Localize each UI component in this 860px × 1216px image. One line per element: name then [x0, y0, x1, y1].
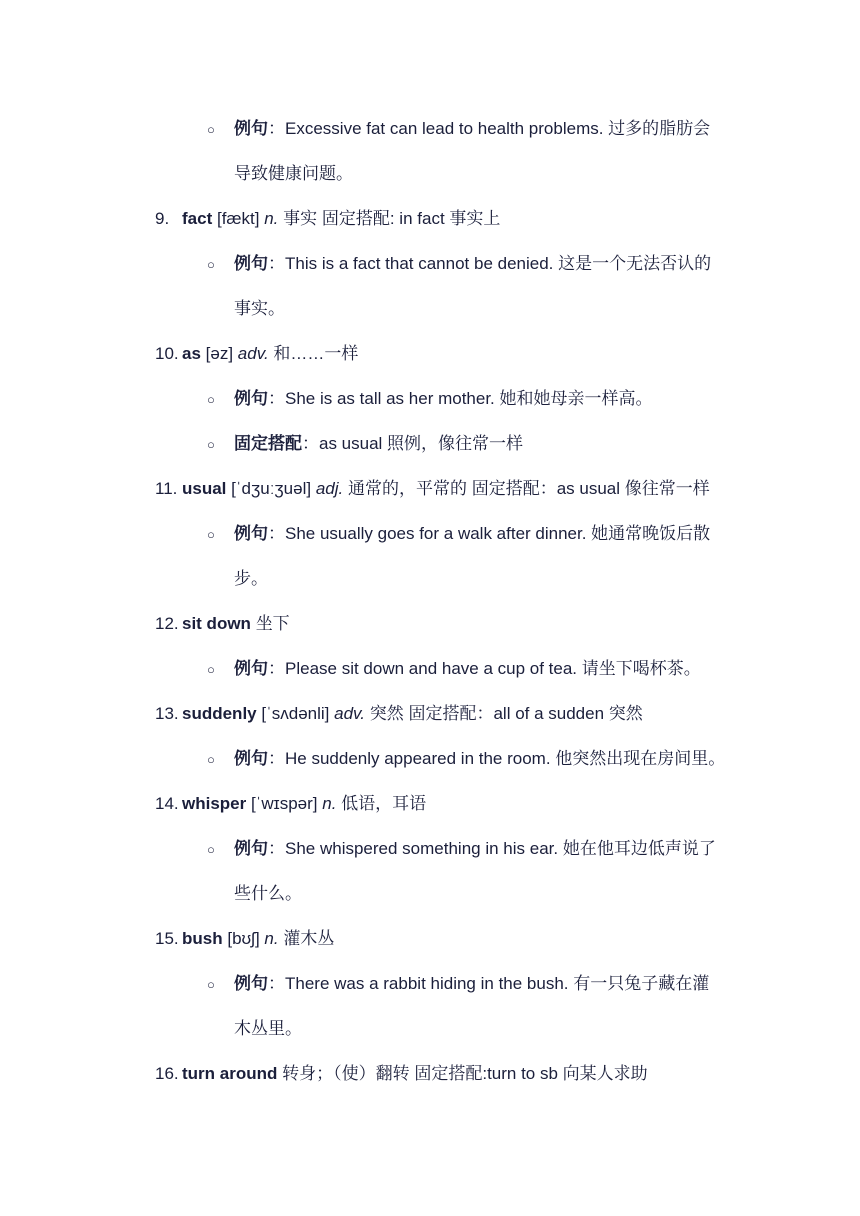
part-of-speech: n. [264, 209, 279, 228]
label-separator: ： [268, 659, 285, 678]
phonetic: [əz] [205, 344, 234, 363]
entry-number: 16. [155, 1064, 179, 1083]
continuation-line [234, 567, 268, 591]
example-line [234, 432, 523, 456]
example-label: 固定搭配 [234, 434, 302, 453]
example-label: 例句 [234, 749, 268, 768]
phonetic: [ˈsʌdənli] [261, 704, 330, 723]
example-text: There was a rabbit hiding in the bush. 有一只兔子藏在灌 [285, 974, 710, 993]
label-separator: ： [268, 254, 285, 273]
phonetic: [ˈwɪspər] [250, 794, 318, 813]
entry-word: sit down [182, 614, 251, 633]
bullet-icon: ○ [207, 527, 215, 542]
example-label: 例句 [234, 839, 268, 858]
entry-number: 9. [155, 209, 170, 228]
example-label: 例句 [234, 254, 268, 273]
definition: 和……一样 [273, 344, 359, 363]
entry-word: suddenly [182, 704, 257, 723]
continuation-line [234, 297, 285, 321]
label-separator: ： [302, 434, 319, 453]
example-text: Excessive fat can lead to health problems. 过多的脂肪会 [285, 119, 711, 138]
example-label: 例句 [234, 659, 268, 678]
definition: 通常的，平常的 固定搭配：as usual 像往常一样 [347, 479, 710, 498]
vocab-entry [155, 612, 290, 636]
continuation-text: 些什么。 [234, 884, 302, 903]
entry-number: 10. [155, 344, 179, 363]
continuation-line [234, 1017, 302, 1041]
continuation-text: 步。 [234, 569, 268, 588]
example-text: He suddenly appeared in the room. 他突然出现在房间里。 [285, 749, 726, 768]
example-text: This is a fact that cannot be denied. 这是一个无法否认的 [285, 254, 712, 273]
entry-word: as [182, 344, 201, 363]
definition: 事实 固定搭配: in fact 事实上 [283, 209, 501, 228]
definition: 坐下 [255, 614, 290, 633]
label-separator: ： [268, 974, 285, 993]
entry-word: turn around [182, 1064, 278, 1083]
label-separator: ： [268, 119, 285, 138]
example-line [234, 387, 653, 411]
part-of-speech: adv. [237, 344, 269, 363]
example-label: 例句 [234, 524, 268, 543]
example-line [234, 117, 710, 141]
continuation-text: 事实。 [234, 299, 285, 318]
vocab-entry [155, 792, 426, 816]
continuation-text: 导致健康问题。 [234, 164, 353, 183]
definition: 低语，耳语 [341, 794, 427, 813]
bullet-icon: ○ [207, 257, 215, 272]
example-line [234, 657, 701, 681]
part-of-speech: n. [322, 794, 337, 813]
entry-word: usual [182, 479, 227, 498]
continuation-line [234, 162, 353, 186]
example-text: She is as tall as her mother. 她和她母亲一样高。 [285, 389, 653, 408]
continuation-text: 木丛里。 [234, 1019, 302, 1038]
vocab-entry [155, 702, 643, 726]
vocab-entry [155, 207, 500, 231]
example-text: Please sit down and have a cup of tea. 请坐下喝杯茶。 [285, 659, 701, 678]
example-line [234, 837, 716, 861]
definition: 转身；（使）翻转 固定搭配:turn to sb 向某人求助 [282, 1064, 648, 1083]
bullet-icon: ○ [207, 392, 215, 407]
example-label: 例句 [234, 974, 268, 993]
example-line [234, 252, 711, 276]
entry-number: 15. [155, 929, 179, 948]
example-line [234, 972, 709, 996]
entry-word: bush [182, 929, 223, 948]
vocab-entry [155, 927, 334, 951]
phonetic: [ˈdʒuːʒuəl] [231, 479, 312, 498]
part-of-speech: adv. [334, 704, 365, 723]
example-text: She whispered something in his ear. 她在他耳边低声说了 [285, 839, 716, 858]
bullet-icon: ○ [207, 437, 215, 452]
vocab-entry [155, 477, 710, 501]
vocab-entry [155, 1062, 648, 1086]
continuation-line [234, 882, 302, 906]
bullet-icon: ○ [207, 842, 215, 857]
entry-word: fact [182, 209, 213, 228]
entry-number: 13. [155, 704, 179, 723]
entry-number: 14. [155, 794, 179, 813]
label-separator: ： [268, 839, 285, 858]
entry-number: 11. [155, 479, 178, 498]
bullet-icon: ○ [207, 662, 215, 677]
part-of-speech: n. [264, 929, 279, 948]
example-text: as usual 照例，像往常一样 [319, 434, 524, 453]
example-label: 例句 [234, 389, 268, 408]
example-line [234, 747, 725, 771]
part-of-speech: adj. [315, 479, 344, 498]
bullet-icon: ○ [207, 122, 215, 137]
example-label: 例句 [234, 119, 268, 138]
entry-number: 12. [155, 614, 179, 633]
entry-word: whisper [182, 794, 247, 813]
bullet-icon: ○ [207, 752, 215, 767]
definition: 灌木丛 [283, 929, 335, 948]
phonetic: [fækt] [216, 209, 260, 228]
label-separator: ： [268, 389, 285, 408]
phonetic: [bʊʃ] [227, 929, 260, 948]
example-line [234, 522, 710, 546]
label-separator: ： [268, 524, 285, 543]
bullet-icon: ○ [207, 977, 215, 992]
definition: 突然 固定搭配：all of a sudden 突然 [369, 704, 643, 723]
vocab-entry [155, 342, 358, 366]
label-separator: ： [268, 749, 285, 768]
example-text: She usually goes for a walk after dinner. 她通常晚饭后散 [285, 524, 711, 543]
